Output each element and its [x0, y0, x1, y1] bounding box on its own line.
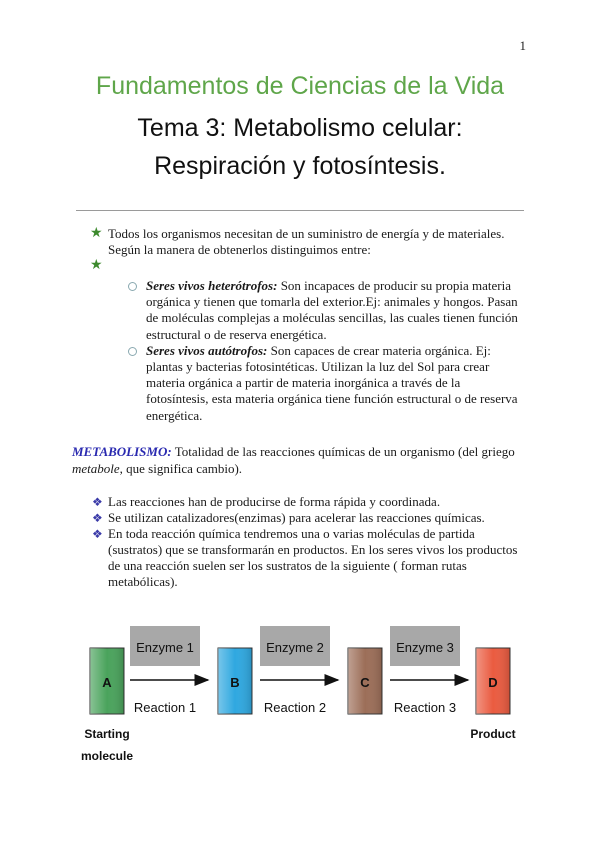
- reaction-3-label: Reaction 3: [393, 700, 457, 715]
- list-item: [92, 494, 532, 510]
- term-heterotrophs: Seres vivos heterótrofos:: [146, 278, 278, 293]
- heterotrophs-text: Son incapaces de producir su propia materia orgánica y tienen que tomarla del exterior.Ej: animales y hongos. Pasan de moléculas complejas a moléculas sencillas, las cuales tienen función estructural o de reserva energética.: [146, 278, 518, 342]
- point-text: En toda reacción química tendremos una o varias moléculas de partida (sustratos) que se transformarán en productos. En los seres vivos los productos de una reacción suelen ser los sustratos de la siguiente ( forman rutas metabólicas).: [108, 526, 518, 589]
- diamond-bullet-icon: ❖: [92, 495, 103, 509]
- product-label: Product: [470, 727, 516, 741]
- intro-bullet: [90, 226, 510, 258]
- intro-text: Todos los organismos necesitan de un suministro de energía y de materiales. Según la manera de obtenerlos distinguimos entre:: [108, 226, 505, 257]
- diamond-bullet-icon: ❖: [92, 527, 103, 541]
- metabolism-text-before: Totalidad de las reacciones químicas de un organismo (del griego: [171, 444, 515, 459]
- molecule-c-label: C: [360, 675, 370, 690]
- molecule-d-label: D: [488, 675, 498, 690]
- organism-types-list: [128, 278, 518, 424]
- starting-label-line1: Starting: [84, 727, 130, 741]
- enzyme-3-label: Enzyme 3: [396, 640, 454, 655]
- metabolism-points: [92, 494, 532, 590]
- intro-list: [90, 226, 510, 274]
- molecule-b: [218, 648, 252, 714]
- circle-bullet-icon: [128, 347, 137, 356]
- molecule-a: [90, 648, 124, 714]
- divider: [76, 210, 524, 211]
- diamond-bullet-icon: ❖: [92, 511, 103, 525]
- starting-label-line2: molecule: [80, 749, 134, 763]
- molecule-c: [348, 648, 382, 714]
- metabolism-term: METABOLISMO:: [72, 444, 172, 459]
- greek-word: metabole: [72, 461, 120, 476]
- page-number: 1: [519, 38, 526, 53]
- star-icon: ★: [90, 258, 103, 273]
- point-text: Se utilizan catalizadores(enzimas) para acelerar las reacciones químicas.: [108, 510, 485, 525]
- point-text: Las reacciones han de producirse de forma rápida y coordinada.: [108, 494, 441, 509]
- metabolic-pathway-diagram: [80, 622, 520, 772]
- metabolism-definition: [72, 443, 532, 477]
- circle-bullet-icon: [128, 282, 137, 291]
- empty-bullet: [90, 258, 510, 274]
- autotrophs-text: Son capaces de crear materia orgánica. Ej: plantas y bacterias fotosintéticas. Utilizan la luz del Sol para crear materia orgánica a partir de materia inorgánica a través de la fotosíntesis, esta materia orgánica tiene función estructural o de reserva energética.: [146, 342, 518, 423]
- enzyme-1-label: Enzyme 1: [136, 640, 194, 655]
- molecule-a-label: A: [102, 675, 112, 690]
- list-item-heterotrophs: [128, 278, 518, 343]
- list-item: [92, 526, 532, 590]
- star-icon: ★: [90, 226, 103, 241]
- term-autotrophs: Seres vivos autótrofos:: [146, 342, 268, 358]
- list-item-autotrophs: [128, 343, 518, 424]
- metabolism-text-after: , que significa cambio).: [119, 461, 243, 476]
- topic-title-line2: Respiración y fotosíntesis.: [154, 152, 446, 180]
- topic-title-line1: Tema 3: Metabolismo celular:: [137, 114, 463, 142]
- reaction-1-label: Reaction 1: [133, 700, 197, 715]
- molecule-b-label: B: [230, 675, 240, 690]
- enzyme-2-label: Enzyme 2: [266, 640, 324, 655]
- course-title: Fundamentos de Ciencias de la Vida: [95, 72, 505, 100]
- reaction-2-label: Reaction 2: [263, 700, 327, 715]
- list-item: [92, 510, 532, 526]
- molecule-d: [476, 648, 510, 714]
